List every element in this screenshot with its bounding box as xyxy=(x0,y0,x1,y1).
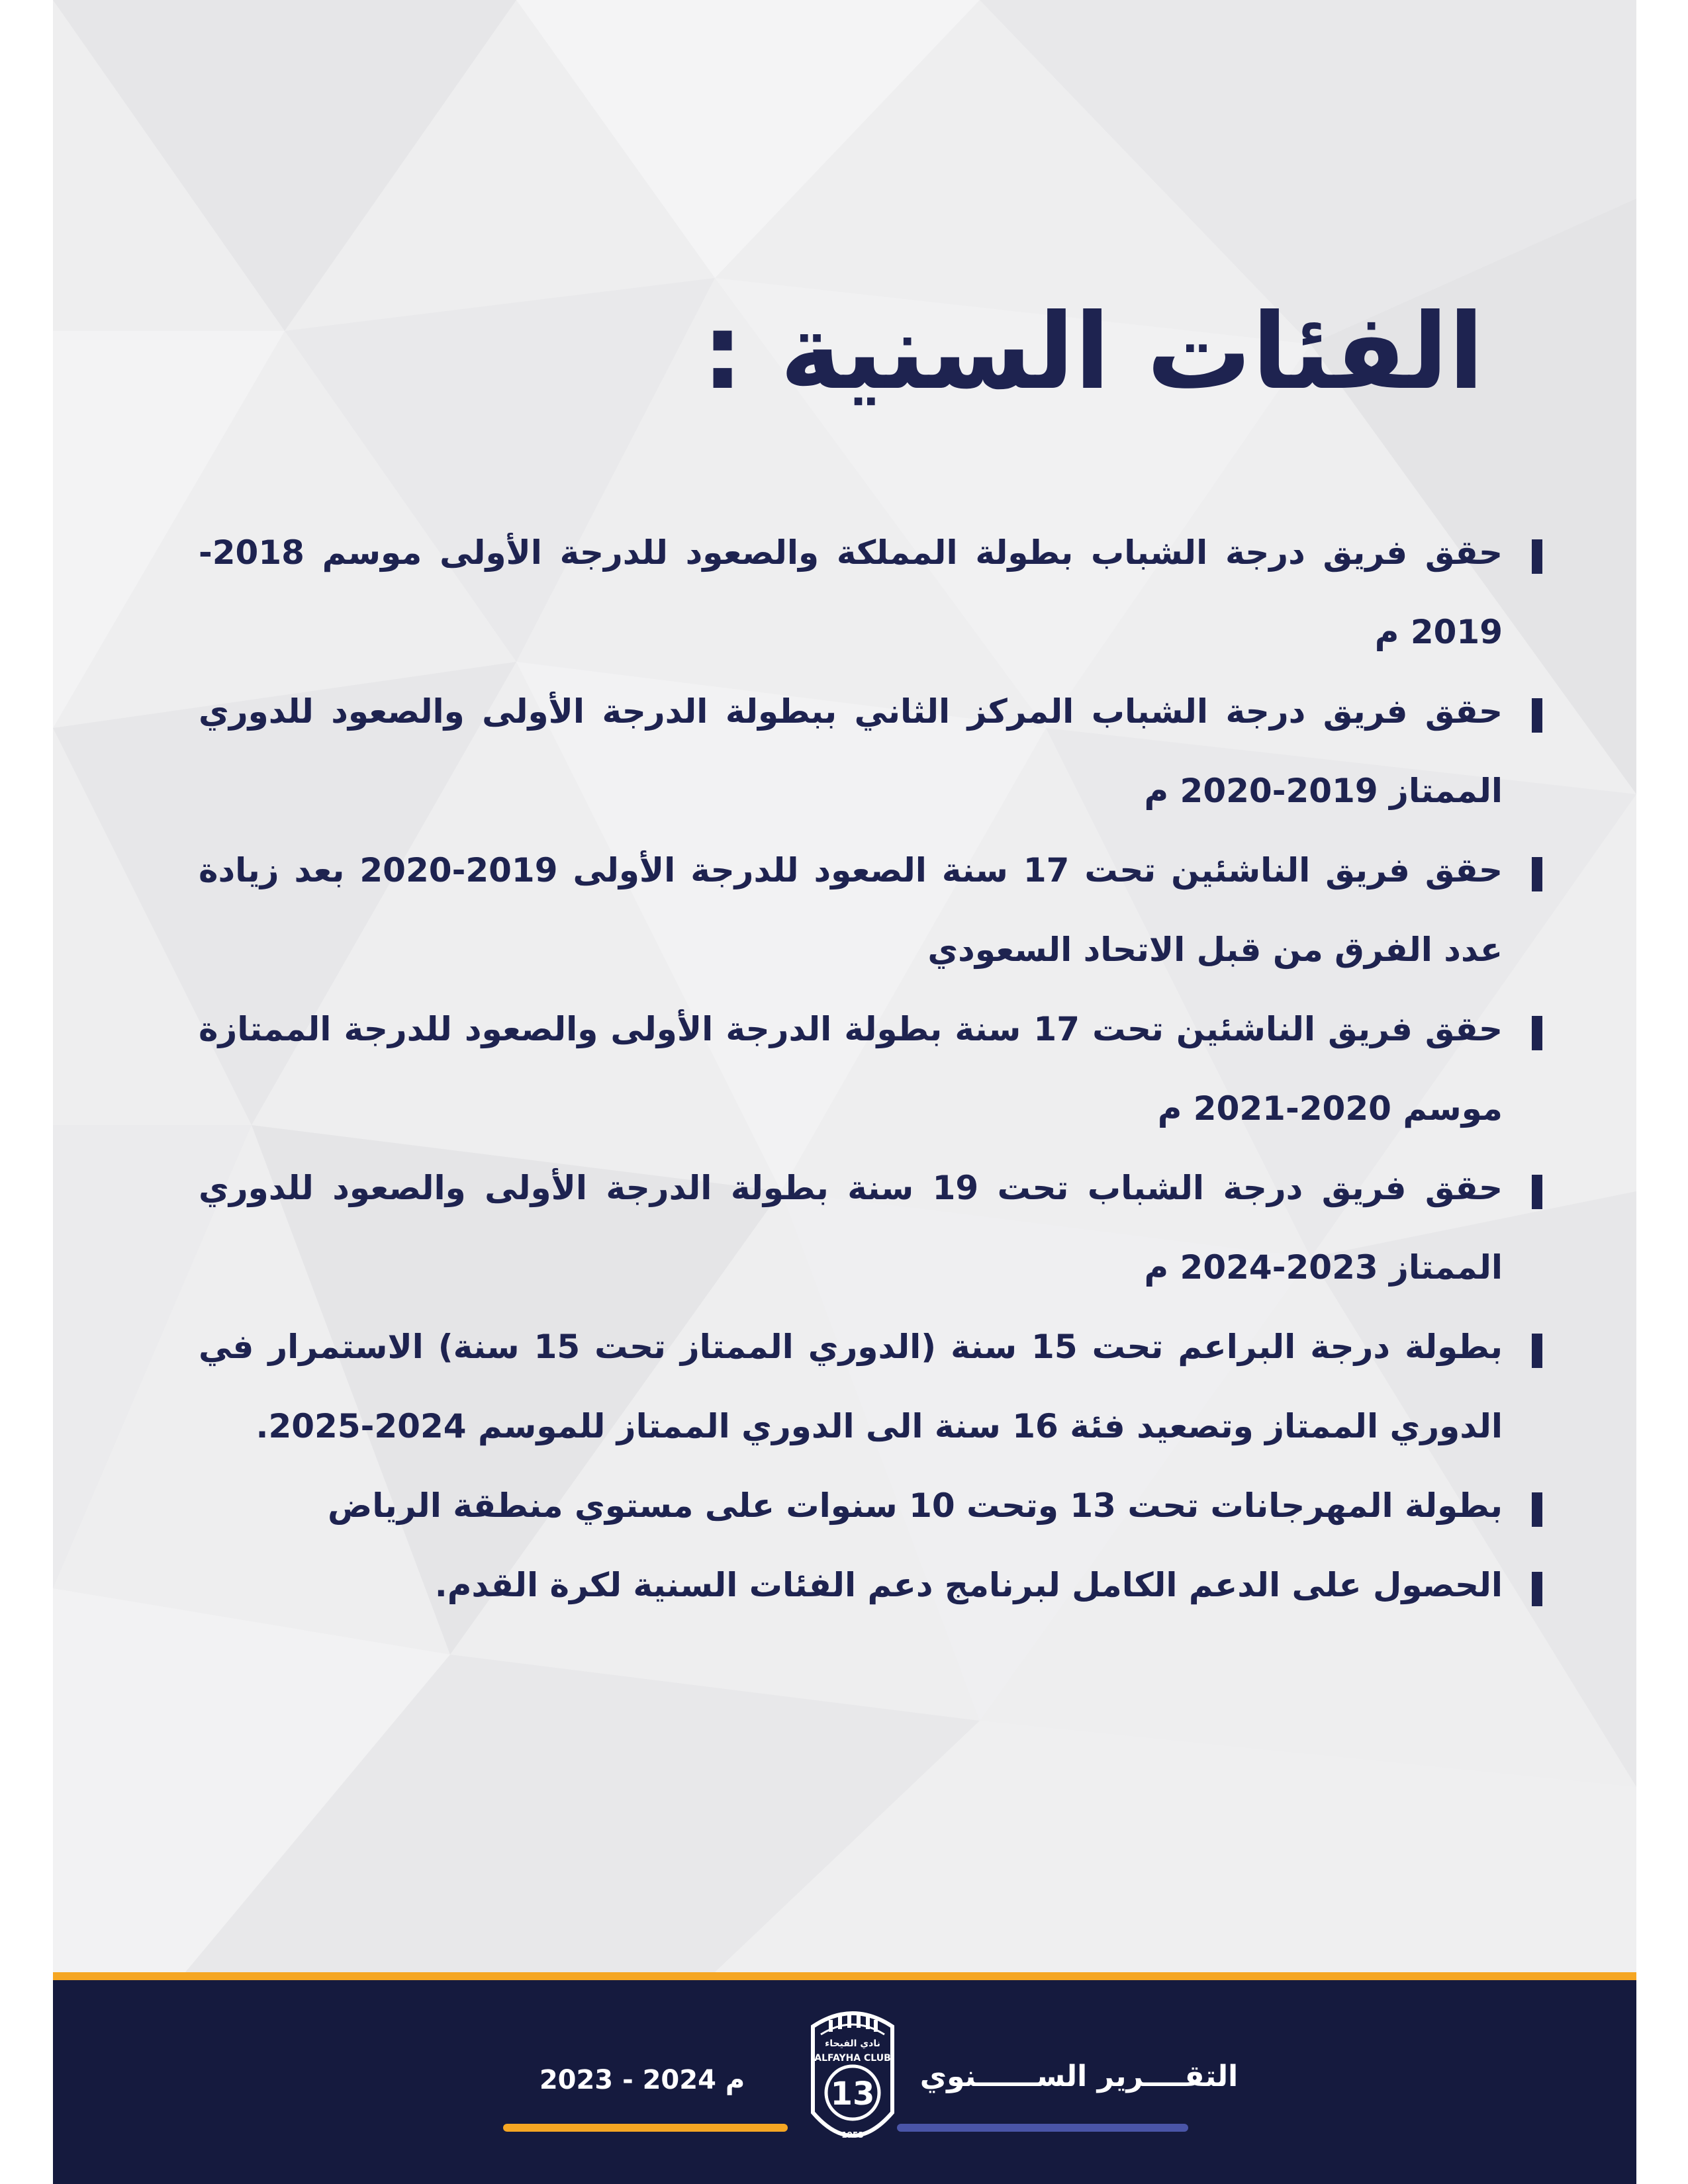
list-item: الحصول على الدعم الكامل لبرنامج دعم الفئات السنية لكرة القدم. xyxy=(199,1545,1503,1625)
blue-underline xyxy=(897,2124,1188,2132)
list-item: حقق فريق درجة الشباب المركز الثاني ببطولة الدرجة الأولى والصعود للدوري الممتاز 2019-2020 م xyxy=(199,672,1503,831)
bullet-marker xyxy=(1532,1016,1542,1050)
logo-number: 13 xyxy=(830,2075,875,2113)
achievements-list xyxy=(199,513,1503,1625)
logo-founded: 1953 xyxy=(841,2130,864,2140)
page xyxy=(53,0,1636,2184)
report-years: 2023 - 2024 م xyxy=(539,2065,745,2095)
bullet-marker xyxy=(1532,1334,1542,1368)
bullet-marker xyxy=(1532,1492,1542,1527)
list-item: بطولة درجة البراعم تحت 15 سنة (الدوري الممتاز تحت 15 سنة) الاستمرار في الدوري الممتاز وتصعيد فئة 16 سنة الى الدوري الممتاز للموسم 2024-2025. xyxy=(199,1307,1503,1466)
bullet-marker xyxy=(1532,698,1542,733)
orange-underline xyxy=(503,2124,788,2132)
bullet-marker xyxy=(1532,1572,1542,1606)
list-item: حقق فريق الناشئين تحت 17 سنة الصعود للدرجة الأولى 2019-2020 بعد زيادة عدد الفرق من قبل الاتحاد السعودي xyxy=(199,831,1503,989)
footer xyxy=(53,1972,1636,2184)
bullet-marker xyxy=(1532,1175,1542,1209)
list-item: حقق فريق درجة الشباب بطولة المملكة والصعود للدرجة الأولى موسم 2018-2019 م xyxy=(199,513,1503,672)
logo-english-name: ALFAYHA CLUB xyxy=(814,2053,891,2064)
bullet-marker xyxy=(1532,857,1542,891)
page-title: الفئات السنية : xyxy=(701,291,1484,413)
annual-report-label: التقــــرير الســــــنوي xyxy=(919,2060,1239,2093)
list-item: حقق فريق درجة الشباب تحت 19 سنة بطولة الدرجة الأولى والصعود للدوري الممتاز 2023-2024 م xyxy=(199,1148,1503,1307)
logo-arabic-name: نادي الفيحاء xyxy=(825,2038,880,2049)
list-item: حقق فريق الناشئين تحت 17 سنة بطولة الدرجة الأولى والصعود للدرجة الممتازة موسم 2020-2021 م xyxy=(199,989,1503,1148)
bullet-marker xyxy=(1532,539,1542,574)
list-item: بطولة المهرجانات تحت 13 وتحت 10 سنوات على مستوي منطقة الرياض xyxy=(199,1466,1503,1545)
